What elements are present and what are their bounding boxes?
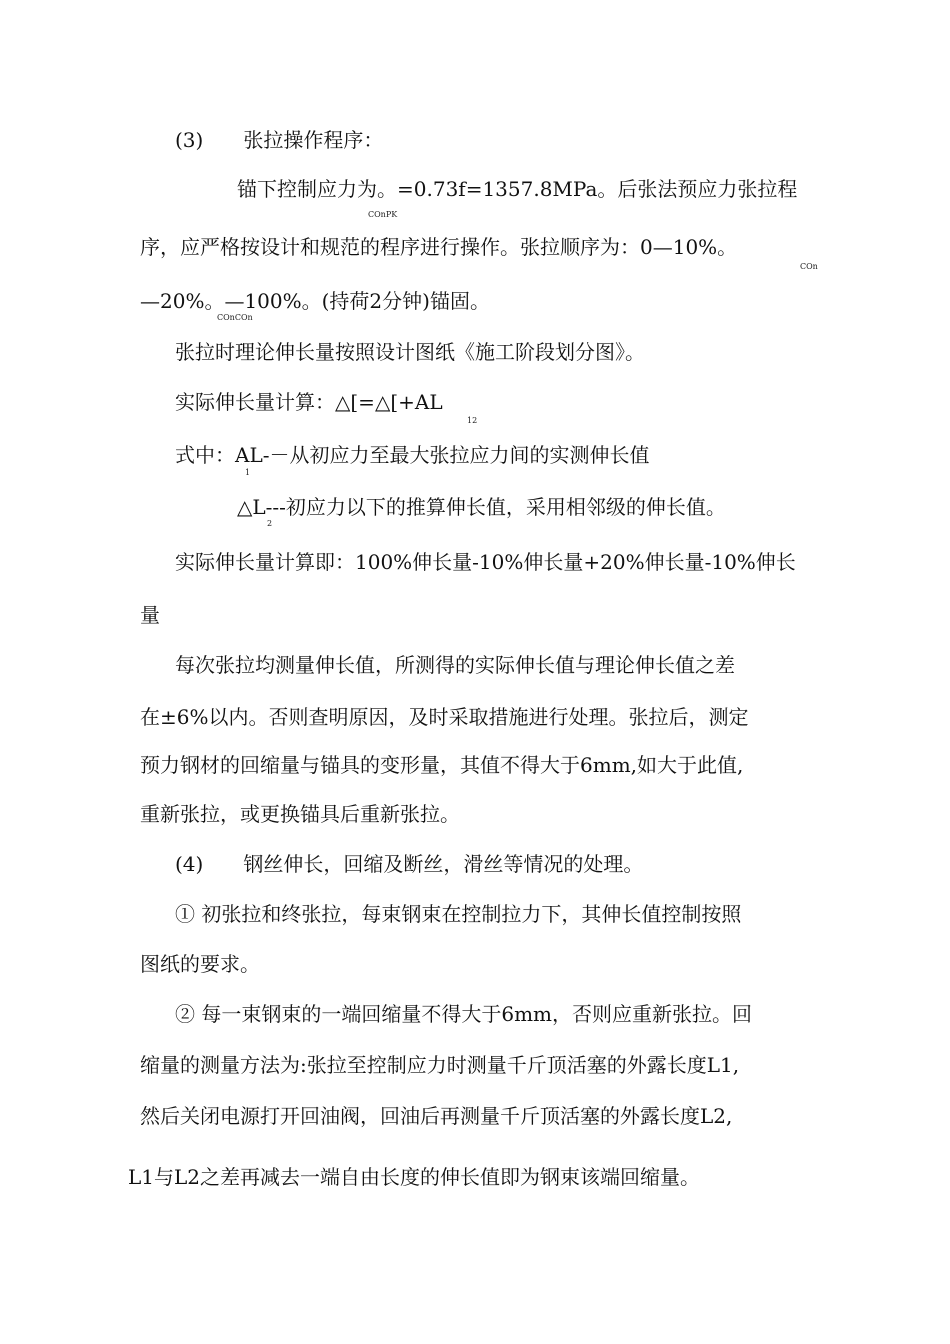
definition-line: 式中：AL-－从初应力至最大张拉应力间的实测伸长值 xyxy=(175,443,650,467)
paragraph-line: 量 xyxy=(140,603,160,627)
paragraph-line: 然后关闭电源打开回油阀，回油后再测量千斤顶活塞的外露长度L2, xyxy=(140,1104,733,1128)
subscript: COnCOn xyxy=(217,313,253,322)
paragraph-line: 在±6%以内。否则查明原因，及时采取措施进行处理。张拉后，测定 xyxy=(140,705,749,729)
subscript: 12 xyxy=(467,416,478,425)
paragraph-line: 实际伸长量计算即：100%伸长量-10%伸长量+20%伸长量-10%伸长 xyxy=(175,550,796,574)
paragraph-line: 每次张拉均测量伸长值，所测得的实际伸长值与理论伸长值之差 xyxy=(175,653,735,677)
section-number: (3) xyxy=(175,128,204,152)
paragraph-line: 锚下控制应力为。=0.73f=1357.8MPa。后张法预应力张拉程 xyxy=(237,177,798,201)
formula-line: 实际伸长量计算：△[=△[+AL xyxy=(175,390,443,414)
section-title: 钢丝伸长，回缩及断丝，滑丝等情况的处理。 xyxy=(243,852,644,876)
paragraph-line: L1与L2之差再减去一端自由长度的伸长值即为钢束该端回缩量。 xyxy=(128,1165,701,1189)
paragraph-line: 重新张拉，或更换锚具后重新张拉。 xyxy=(140,802,460,826)
subscript: 1 xyxy=(245,468,251,477)
paragraph-line: 预力钢材的回缩量与锚具的变形量，其值不得大于6mm,如大于此值, xyxy=(140,753,744,777)
section-title: 张拉操作程序： xyxy=(243,128,384,152)
paragraph-line: 张拉时理论伸长量按照设计图纸《施工阶段划分图》。 xyxy=(175,340,645,364)
section-number: (4) xyxy=(175,852,204,876)
paragraph-line: —20%。—100%。(持荷2分钟)锚固。 xyxy=(140,289,490,313)
paragraph-line: 序，应严格按设计和规范的程序进行操作。张拉顺序为：0—10%。 xyxy=(140,235,738,259)
paragraph-line: 缩量的测量方法为:张拉至控制应力时测量千斤顶活塞的外露长度L1, xyxy=(140,1053,740,1077)
paragraph-line: 图纸的要求。 xyxy=(140,952,260,976)
paragraph-line: ① 初张拉和终张拉，每束钢束在控制拉力下，其伸长值控制按照 xyxy=(175,902,742,926)
section-heading-4 xyxy=(175,852,643,876)
subscript: 2 xyxy=(267,519,273,528)
section-heading-3 xyxy=(175,128,383,152)
subscript: COn xyxy=(800,262,818,271)
definition-line: △L---初应力以下的推算伸长值，采用相邻级的伸长值。 xyxy=(237,495,726,519)
subscript: COnPK xyxy=(368,210,398,219)
paragraph-line: ② 每一束钢束的一端回缩量不得大于6mm，否则应重新张拉。回 xyxy=(175,1002,753,1026)
